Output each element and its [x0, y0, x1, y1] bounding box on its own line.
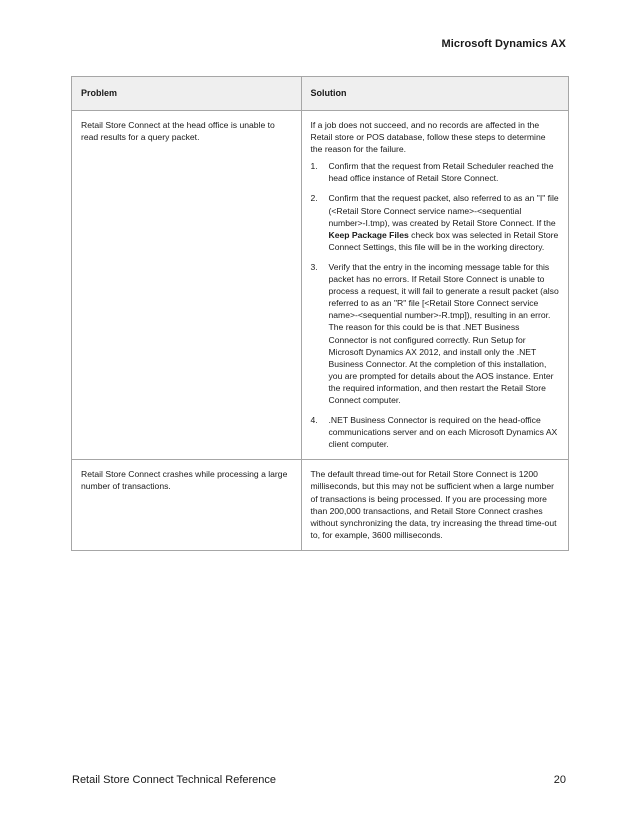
table-row — [72, 460, 569, 551]
table-header-row — [72, 77, 569, 111]
step-text: Verify that the entry in the incoming message table for this packet has no errors. If Retail Store Connect is unable to process a request, it will fail to generate a result packet (also referred to as an "R" file [<Retail Store Connect service name>-<sequential number>-R.tmp]), resulting in an error. The reason for this could be is that .NET Business Connector is not configured correctly. Run Setup for Microsoft Dynamics AX 2012, and install only the .NET Business Connector. At the completion of this installation, you are prompted for details about the AOS instance. Enter the required information, and then restart the Retail Store Connect computer. — [328, 261, 559, 405]
table-row — [72, 111, 569, 460]
solution-cell — [301, 111, 569, 460]
step-text — [329, 192, 560, 252]
column-header-problem: Problem — [72, 77, 302, 111]
step-number: 2. — [310, 193, 318, 204]
list-item — [311, 192, 560, 252]
page-number: 20 — [553, 774, 566, 786]
step-number: 1. — [310, 161, 318, 172]
step-text-post: check box was selected in Retail Store Connect Settings, this file will be in the working directory. — [328, 229, 559, 252]
step-text-pre: Confirm that the request packet, also referred to as an "I" file (<Retail Store Connect service name>-<sequential number>-I.tmp), was created by Retail Store Connect. If the — [328, 193, 559, 228]
step-number: 4. — [310, 415, 318, 426]
troubleshooting-table — [71, 76, 569, 551]
problem-cell: Retail Store Connect at the head office is unable to read results for a query packet. — [72, 111, 302, 460]
list-item — [311, 261, 560, 406]
solution-cell: The default thread time-out for Retail Store Connect is 1200 milliseconds, but this may not be sufficient when a large number of transactions is being processed. If you are processing more than 200,000 transactions, and Retail Store Connect crashes without synchronizing the data, try increasing the thread time-out to, for example, 3600 milliseconds. — [301, 460, 569, 551]
list-item — [311, 414, 560, 450]
solution-steps — [311, 160, 560, 450]
step-text: .NET Business Connector is required on the head-office communications server and on each Microsoft Dynamics AX client computer. — [328, 415, 558, 450]
step-text: Confirm that the request from Retail Scheduler reached the head office instance of Retail Store Connect. — [328, 161, 554, 184]
running-header: Microsoft Dynamics AX — [441, 38, 566, 50]
keep-package-files-label: Keep Package Files — [328, 229, 409, 240]
footer-document-title: Retail Store Connect Technical Reference — [72, 774, 277, 786]
solution-intro: If a job does not succeed, and no records are affected in the Retail store or POS database, follow these steps to determine the reason for the failure. — [310, 120, 546, 155]
list-item — [311, 160, 560, 184]
column-header-solution: Solution — [301, 77, 569, 111]
step-number: 3. — [310, 261, 318, 272]
problem-cell: Retail Store Connect crashes while processing a large number of transactions. — [72, 460, 302, 551]
